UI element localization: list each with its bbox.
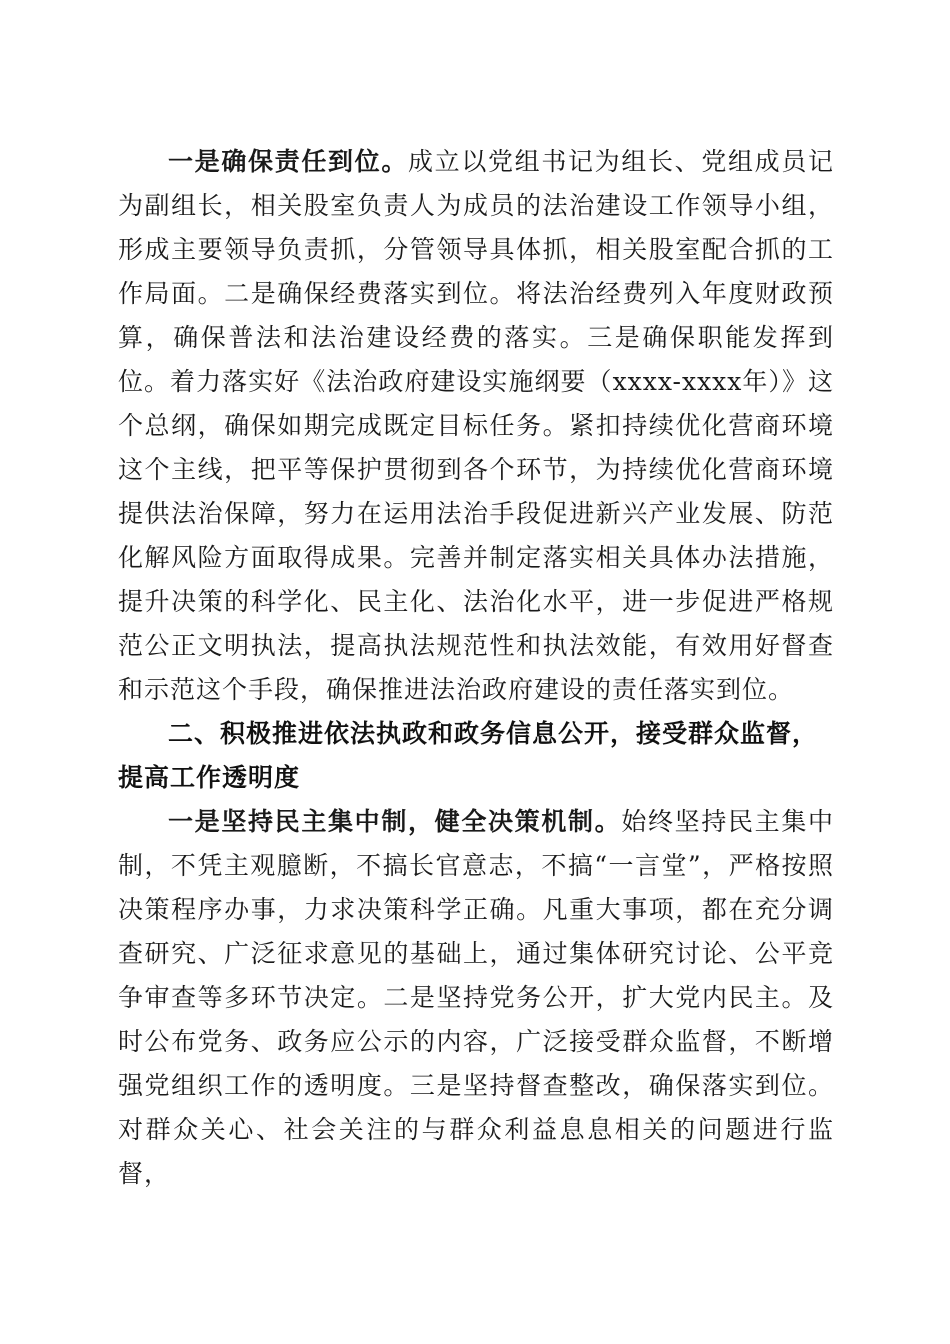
paragraph-lead: 一是确保责任到位。 (168, 147, 408, 176)
paragraph-lead: 一是坚持民主集中制，健全决策机制。 (168, 807, 622, 836)
section-heading: 二、积极推进依法执政和政务信息公开，接受群众监督，提高工作透明度 (118, 719, 819, 792)
paragraph-text: 成立以党组书记为组长、党组成员记为副组长，相关股室负责人为成员的法治建设工作领导小组，形成主要领导负责抓，分管领导具体抓，相关股室配合抓的工作局面。二是确保经费落实到位。将法治经费列入年度财政预算，确保普法和法治建设经费的落实。三是确保职能发挥到位。着力落实好《法治政府建设实施纲要（xxxx-xxxx年）》这个总纲，确保如期完成既定目标任务。紧扣持续优化营商环境这个主线，把平等保护贯彻到各个环节，为持续优化营商环境提供法治保障，努力在运用法治手段促进新兴产业发展、防范化解风险方面取得成果。完善并制定落实相关具体办法措施，提升决策的科学化、民主化、法治化水平，进一步促进严格规范公正文明执法，提高执法规范性和执法效能，有效用好督查和示范这个手段，确保推进法治政府建设的责任落实到位。 (118, 147, 834, 704)
document-body (118, 140, 834, 1196)
paragraph-democracy (118, 800, 834, 1196)
paragraph-text: 始终坚持民主集中制，不凭主观臆断，不搞长官意志，不搞“一言堂”，严格按照决策程序办事，力求决策科学正确。凡重大事项，都在充分调查研究、广泛征求意见的基础上，通过集体研究讨论、公平竞争审查等多环节决定。二是坚持党务公开，扩大党内民主。及时公布党务、政务应公示的内容，广泛接受群众监督，不断增强党组织工作的透明度。三是坚持督查整改，确保落实到位。对群众关心、社会关注的与群众利益息息相关的问题进行监督， (118, 807, 834, 1188)
paragraph-responsibility (118, 140, 834, 712)
